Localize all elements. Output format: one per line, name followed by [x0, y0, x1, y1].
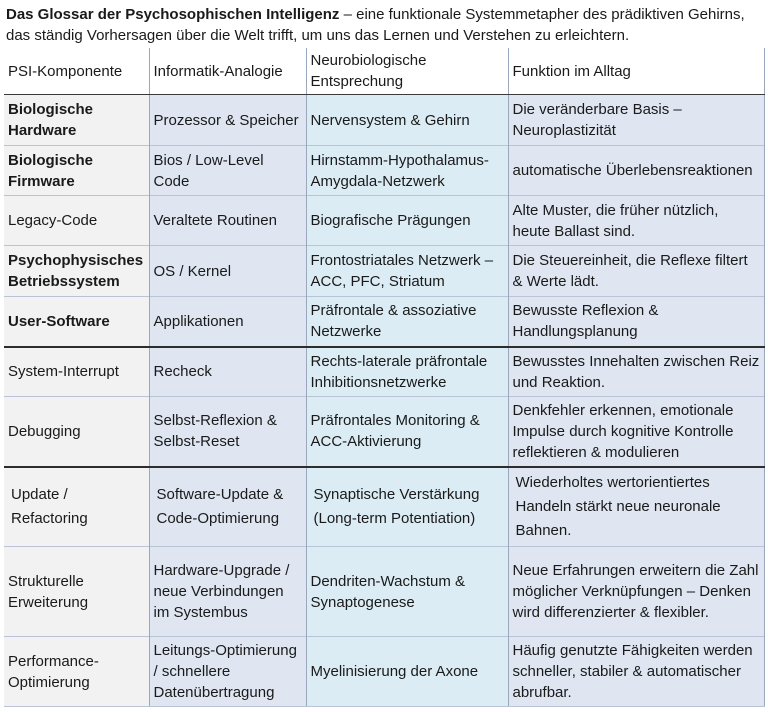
- glossary-title: Das Glossar der Psychosophischen Intelligenz: [6, 6, 340, 23]
- cell-analogie: Veraltete Routinen: [149, 196, 306, 246]
- cell-analogie: Leitungs-Optimierung / schnellere Datenübertragung: [149, 637, 306, 707]
- table-row: [4, 297, 764, 347]
- cell-komponente: Update / Refactoring: [4, 467, 149, 547]
- intro-paragraph: [6, 4, 764, 46]
- cell-analogie: Recheck: [149, 347, 306, 397]
- header-neurobiologische-entsprechung: Neurobiologische Entsprechung: [306, 48, 508, 95]
- header-funktion-im-alltag: Funktion im Alltag: [508, 48, 764, 95]
- cell-analogie: Software-Update & Code-Optimierung: [149, 467, 306, 547]
- cell-komponente: User-Software: [4, 297, 149, 347]
- cell-neuro: Rechts-laterale präfrontale Inhibitionsnetzwerke: [306, 347, 508, 397]
- table-row: [4, 467, 764, 547]
- cell-analogie: Applikationen: [149, 297, 306, 347]
- cell-analogie: Prozessor & Speicher: [149, 95, 306, 146]
- cell-funktion: Alte Muster, die früher nützlich, heute Ballast sind.: [508, 196, 764, 246]
- table-header-row: [4, 48, 764, 95]
- cell-neuro: Präfrontale & assoziative Netzwerke: [306, 297, 508, 347]
- cell-komponente: Performance-Optimierung: [4, 637, 149, 707]
- table-row: [4, 397, 764, 467]
- cell-funktion: Denkfehler erkennen, emotionale Impulse durch kognitive Kontrolle reflektieren & modulieren: [508, 397, 764, 467]
- cell-neuro: Myelinisierung der Axone: [306, 637, 508, 707]
- table-row: [4, 637, 764, 707]
- table-row: [4, 246, 764, 297]
- cell-funktion: automatische Überlebensreaktionen: [508, 146, 764, 196]
- cell-funktion: Häufig genutzte Fähigkeiten werden schneller, stabiler & automatischer abrufbar.: [508, 637, 764, 707]
- table-row: [4, 547, 764, 637]
- cell-neuro: Nervensystem & Gehirn: [306, 95, 508, 146]
- cell-komponente: Biologische Firmware: [4, 146, 149, 196]
- table-row: [4, 146, 764, 196]
- header-informatik-analogie: Informatik-Analogie: [149, 48, 306, 95]
- header-psi-komponente: PSI-Komponente: [4, 48, 149, 95]
- cell-funktion: Neue Erfahrungen erweitern die Zahl möglicher Verknüpfungen – Denken wird differenzierter & flexibler.: [508, 547, 764, 637]
- cell-neuro: Präfrontales Monitoring & ACC-Aktivierung: [306, 397, 508, 467]
- table-row: [4, 95, 764, 146]
- cell-komponente: Legacy-Code: [4, 196, 149, 246]
- cell-komponente: Biologische Hardware: [4, 95, 149, 146]
- cell-neuro: Dendriten-Wachstum & Synaptogenese: [306, 547, 508, 637]
- cell-komponente: Debugging: [4, 397, 149, 467]
- cell-komponente: System-Interrupt: [4, 347, 149, 397]
- cell-funktion: Bewusste Reflexion & Handlungsplanung: [508, 297, 764, 347]
- cell-funktion: Wiederholtes wertorientiertes Handeln stärkt neue neuronale Bahnen.: [508, 467, 764, 547]
- cell-analogie: OS / Kernel: [149, 246, 306, 297]
- intro-text: – eine funktionale Systemmetapher des prädiktiven Gehirns, das ständig Vorhersagen über die Welt trifft, um uns das Lernen und Verstehen zu erleichtern.: [6, 6, 745, 44]
- table-row: [4, 347, 764, 397]
- cell-neuro: Hirnstamm-Hypothalamus-Amygdala-Netzwerk: [306, 146, 508, 196]
- cell-analogie: Hardware-Upgrade / neue Verbindungen im Systembus: [149, 547, 306, 637]
- glossary-table: [4, 48, 765, 707]
- cell-komponente: Strukturelle Erweiterung: [4, 547, 149, 637]
- cell-neuro: Synaptische Verstärkung (Long-term Potentiation): [306, 467, 508, 547]
- cell-funktion: Die veränderbare Basis – Neuroplastizität: [508, 95, 764, 146]
- cell-funktion: Bewusstes Innehalten zwischen Reiz und Reaktion.: [508, 347, 764, 397]
- cell-neuro: Frontostriatales Netzwerk – ACC, PFC, Striatum: [306, 246, 508, 297]
- cell-analogie: Bios / Low-Level Code: [149, 146, 306, 196]
- cell-neuro: Biografische Prägungen: [306, 196, 508, 246]
- table-row: [4, 196, 764, 246]
- cell-analogie: Selbst-Reflexion & Selbst-Reset: [149, 397, 306, 467]
- cell-komponente: Psychophysisches Betriebssystem: [4, 246, 149, 297]
- cell-funktion: Die Steuereinheit, die Reflexe filtert & Werte lädt.: [508, 246, 764, 297]
